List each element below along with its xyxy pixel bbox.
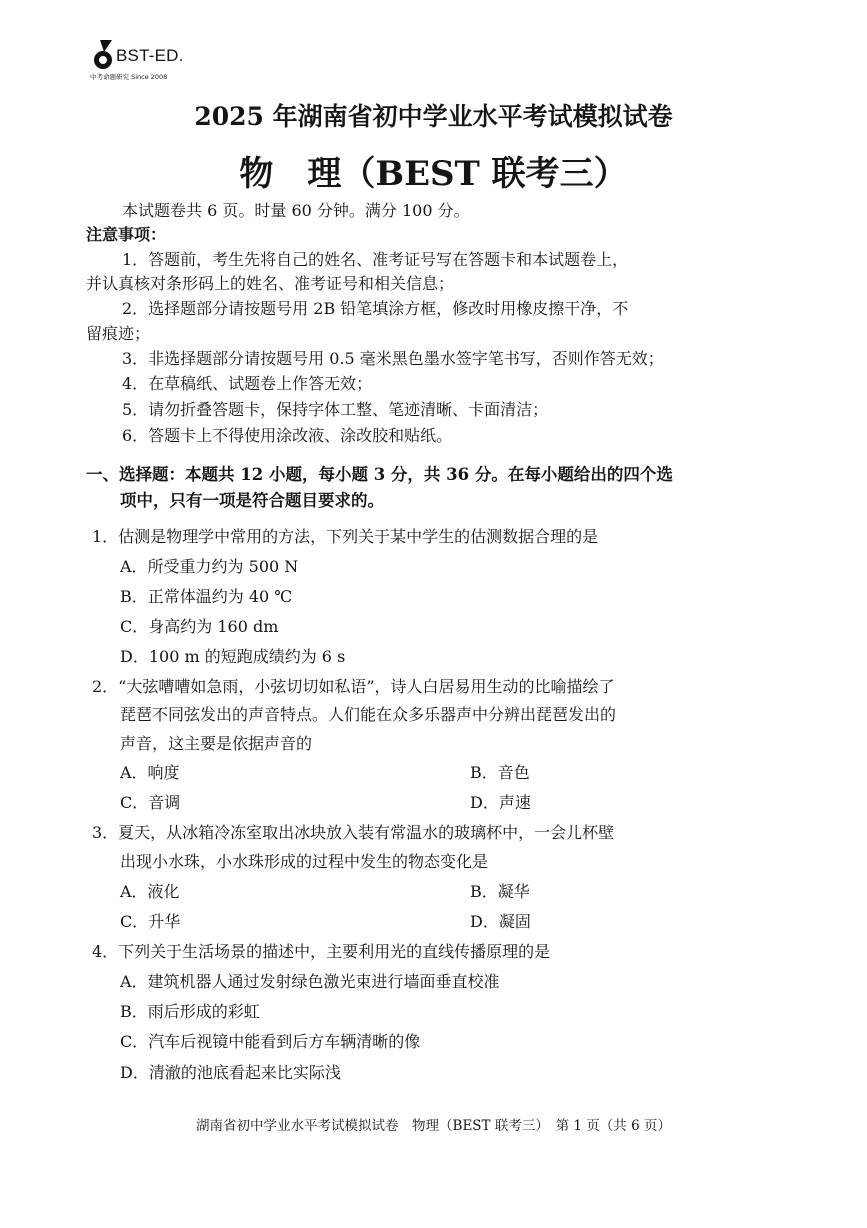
question-4-option-d: D．清澈的池底看起来比实际浅 bbox=[120, 1063, 341, 1082]
question-2-stem-cont: 声音，这主要是依据声音的 bbox=[120, 734, 313, 753]
question-4-option-c: C．汽车后视镜中能看到后方车辆清晰的像 bbox=[120, 1032, 421, 1051]
notes-line: 并认真核对条形码上的姓名、准考证号和相关信息； bbox=[86, 274, 455, 293]
notes-line: 5．请勿折叠答题卡，保持字体工整、笔迹清晰、卡面清洁； bbox=[122, 400, 549, 419]
question-4-option-a: A．建筑机器人通过发射绿色激光束进行墙面垂直校准 bbox=[120, 972, 500, 991]
question-2-stem: 2．“大弦嘈嘈如急雨，小弦切切如私语”，诗人白居易用生动的比喻描绘了 bbox=[92, 677, 615, 696]
page-footer: 湖南省初中学业水平考试模拟试卷 物理（BEST 联考三） 第 1 页（共 6 页） bbox=[196, 1118, 671, 1134]
notes-line: 6．答题卡上不得使用涂改液、涂改胶和贴纸。 bbox=[122, 426, 453, 445]
question-3-option-c: C．升华 bbox=[120, 912, 181, 931]
section-heading-cont: 项中，只有一项是符合题目要求的。 bbox=[120, 491, 384, 510]
question-2-option-c: C．音调 bbox=[120, 793, 181, 812]
question-1-option-b: B．正常体温约为 40 ℃ bbox=[120, 587, 293, 606]
question-2-stem-cont: 琵琶不同弦发出的声音特点。人们能在众多乐器声中分辨出琵琶发出的 bbox=[120, 705, 617, 724]
question-1-option-d: D．100 m 的短跑成绩约为 6 s bbox=[120, 647, 346, 666]
brand-logo bbox=[90, 38, 200, 90]
exam-info: 本试题卷共 6 页。时量 60 分钟。满分 100 分。 bbox=[122, 201, 470, 220]
question-4-stem: 4．下列关于生活场景的描述中，主要利用光的直线传播原理的是 bbox=[92, 942, 551, 961]
question-1-option-c: C．身高约为 160 dm bbox=[120, 617, 279, 636]
notes-heading: 注意事项： bbox=[86, 225, 167, 244]
question-2-option-b: B．音色 bbox=[470, 763, 530, 782]
notes-line: 留痕迹； bbox=[86, 324, 151, 343]
question-3-stem-cont: 出现小水珠，小水珠形成的过程中发生的物态变化是 bbox=[120, 852, 489, 871]
question-3-option-a: A．液化 bbox=[120, 882, 180, 901]
exam-title: 2025 年湖南省初中学业水平考试模拟试卷 bbox=[194, 102, 673, 131]
exam-subject: 物 理（BEST 联考三） bbox=[239, 154, 628, 194]
question-2-option-a: A．响度 bbox=[120, 763, 180, 782]
notes-line: 1．答题前，考生先将自己的姓名、准考证号写在答题卡和本试题卷上， bbox=[122, 250, 629, 269]
question-1-option-a: A．所受重力约为 500 N bbox=[120, 557, 299, 576]
question-4-option-b: B．雨后形成的彩虹 bbox=[120, 1002, 260, 1021]
question-3-stem: 3．夏天，从冰箱冷冻室取出冰块放入装有常温水的玻璃杯中，一会儿杯壁 bbox=[92, 823, 615, 842]
section-heading: 一、选择题：本题共 12 小题，每小题 3 分，共 36 分。在每小题给出的四个选 bbox=[86, 465, 673, 484]
notes-line: 3．非选择题部分请按题号用 0.5 毫米黑色墨水签字笔书写，否则作答无效； bbox=[122, 349, 664, 368]
question-1-stem: 1．估测是物理学中常用的方法，下列关于某中学生的估测数据合理的是 bbox=[92, 527, 599, 546]
logo-tagline: 中考命题研究 Since 2008 bbox=[90, 73, 168, 81]
logo-brand-text: BST-ED. bbox=[116, 46, 184, 65]
question-3-option-b: B．凝华 bbox=[470, 882, 530, 901]
question-2-option-d: D．声速 bbox=[470, 793, 531, 812]
notes-line: 2．选择题部分请按题号用 2B 铅笔填涂方框，修改时用橡皮擦干净，不 bbox=[122, 299, 629, 318]
notes-line: 4．在草稿纸、试题卷上作答无效； bbox=[122, 374, 373, 393]
question-3-option-d: D．凝固 bbox=[470, 912, 531, 931]
